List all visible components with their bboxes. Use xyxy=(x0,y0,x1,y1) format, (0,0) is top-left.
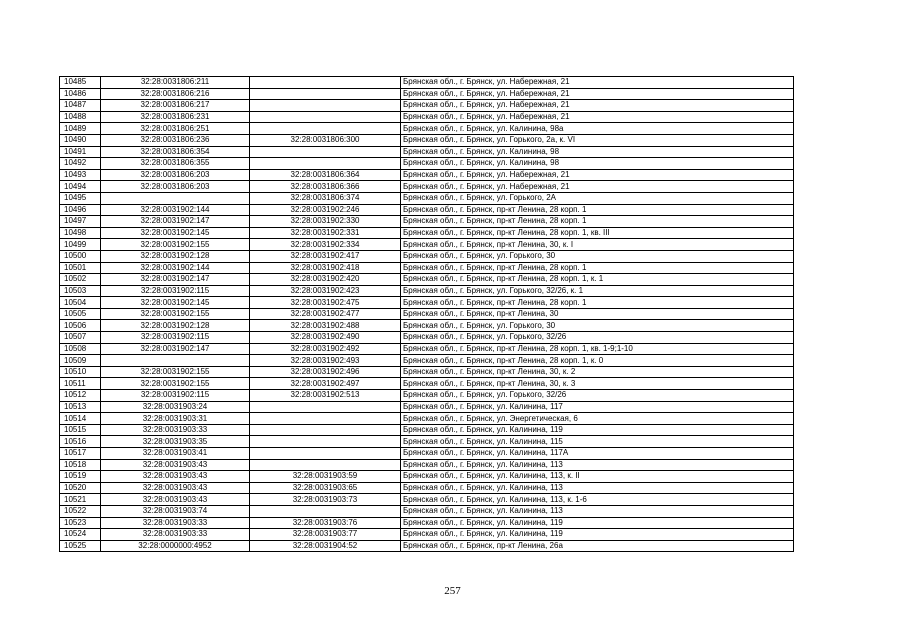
parcel-number-cell: 32:28:0031902:155 xyxy=(101,366,250,378)
address-cell: Брянская обл., г. Брянск, ул. Калинина, 117 xyxy=(401,401,794,413)
table-row xyxy=(60,436,794,448)
object-number-cell: 32:28:0031902:475 xyxy=(250,297,401,309)
table-row xyxy=(60,494,794,506)
row-number-cell: 10515 xyxy=(60,424,101,436)
table-row xyxy=(60,274,794,286)
row-number-cell: 10500 xyxy=(60,250,101,262)
address-cell: Брянская обл., г. Брянск, ул. Набережная, 21 xyxy=(401,88,794,100)
row-number-cell: 10521 xyxy=(60,494,101,506)
table-row xyxy=(60,227,794,239)
table-row xyxy=(60,285,794,297)
parcel-number-cell: 32:28:0031902:145 xyxy=(101,297,250,309)
address-cell: Брянская обл., г. Брянск, ул. Калинина, 115 xyxy=(401,436,794,448)
row-number-cell: 10516 xyxy=(60,436,101,448)
address-cell: Брянская обл., г. Брянск, пр-кт Ленина, 28 корп. 1, кв. 1-9;1-10 xyxy=(401,343,794,355)
row-number-cell: 10492 xyxy=(60,158,101,170)
table-row xyxy=(60,366,794,378)
object-number-cell: 32:28:0031902:490 xyxy=(250,332,401,344)
parcel-number-cell: 32:28:0031806:211 xyxy=(101,77,250,89)
object-number-cell: 32:28:0031904:52 xyxy=(250,540,401,552)
row-number-cell: 10508 xyxy=(60,343,101,355)
object-number-cell: 32:28:0031903:59 xyxy=(250,471,401,483)
table-row xyxy=(60,100,794,112)
parcel-number-cell: 32:28:0031903:35 xyxy=(101,436,250,448)
object-number-cell: 32:28:0031903:73 xyxy=(250,494,401,506)
table-row xyxy=(60,448,794,460)
table-row xyxy=(60,308,794,320)
object-number-cell: 32:28:0031806:300 xyxy=(250,134,401,146)
parcel-number-cell: 32:28:0031902:155 xyxy=(101,378,250,390)
row-number-cell: 10487 xyxy=(60,100,101,112)
parcel-number-cell: 32:28:0031903:43 xyxy=(101,459,250,471)
address-cell: Брянская обл., г. Брянск, пр-кт Ленина, 28 корп. 1, кв. III xyxy=(401,227,794,239)
parcel-number-cell: 32:28:0031902:147 xyxy=(101,343,250,355)
table-row xyxy=(60,146,794,158)
address-cell: Брянская обл., г. Брянск, пр-кт Ленина, 28 корп. 1 xyxy=(401,216,794,228)
address-cell: Брянская обл., г. Брянск, пр-кт Ленина, 26а xyxy=(401,540,794,552)
parcel-number-cell: 32:28:0031806:217 xyxy=(101,100,250,112)
object-number-cell xyxy=(250,88,401,100)
address-cell: Брянская обл., г. Брянск, ул. Калинина, 113 xyxy=(401,505,794,517)
parcel-number-cell: 32:28:0031903:41 xyxy=(101,448,250,460)
parcel-number-cell: 32:28:0031902:144 xyxy=(101,262,250,274)
table-row xyxy=(60,262,794,274)
table-row xyxy=(60,343,794,355)
address-cell: Брянская обл., г. Брянск, ул. Калинина, 113 xyxy=(401,482,794,494)
table-body xyxy=(60,77,794,552)
row-number-cell: 10511 xyxy=(60,378,101,390)
row-number-cell: 10517 xyxy=(60,448,101,460)
object-number-cell: 32:28:0031902:493 xyxy=(250,355,401,367)
table-row xyxy=(60,471,794,483)
address-cell: Брянская обл., г. Брянск, ул. Калинина, 119 xyxy=(401,424,794,436)
parcel-number-cell: 32:28:0031902:147 xyxy=(101,274,250,286)
parcel-number-cell: 32:28:0031806:236 xyxy=(101,134,250,146)
address-cell: Брянская обл., г. Брянск, ул. Горького, 30 xyxy=(401,250,794,262)
address-cell: Брянская обл., г. Брянск, ул. Калинина, 113, к. II xyxy=(401,471,794,483)
address-cell: Брянская обл., г. Брянск, ул. Горького, 32/26, к. 1 xyxy=(401,285,794,297)
table-row xyxy=(60,424,794,436)
parcel-number-cell: 32:28:0031902:115 xyxy=(101,332,250,344)
parcel-number-cell: 32:28:0031806:355 xyxy=(101,158,250,170)
row-number-cell: 10520 xyxy=(60,482,101,494)
object-number-cell: 32:28:0031903:65 xyxy=(250,482,401,494)
object-number-cell xyxy=(250,505,401,517)
parcel-number-cell: 32:28:0031902:144 xyxy=(101,204,250,216)
parcel-number-cell: 32:28:0031902:128 xyxy=(101,320,250,332)
table-row xyxy=(60,320,794,332)
address-cell: Брянская обл., г. Брянск, ул. Набережная, 21 xyxy=(401,77,794,89)
parcel-number-cell: 32:28:0031806:203 xyxy=(101,169,250,181)
table-row xyxy=(60,529,794,541)
address-cell: Брянская обл., г. Брянск, ул. Энергетическая, 6 xyxy=(401,413,794,425)
table-row xyxy=(60,134,794,146)
object-number-cell: 32:28:0031902:497 xyxy=(250,378,401,390)
row-number-cell: 10488 xyxy=(60,111,101,123)
table-row xyxy=(60,297,794,309)
parcel-number-cell: 32:28:0031902:128 xyxy=(101,250,250,262)
address-cell: Брянская обл., г. Брянск, пр-кт Ленина, 28 корп. 1, к. 1 xyxy=(401,274,794,286)
page-number: 257 xyxy=(444,585,461,597)
parcel-number-cell: 32:28:0031903:24 xyxy=(101,401,250,413)
object-number-cell xyxy=(250,146,401,158)
parcel-number-cell: 32:28:0031903:31 xyxy=(101,413,250,425)
object-number-cell: 32:28:0031806:364 xyxy=(250,169,401,181)
address-cell: Брянская обл., г. Брянск, ул. Калинина, 98а xyxy=(401,123,794,135)
table-row xyxy=(60,77,794,89)
object-number-cell xyxy=(250,448,401,460)
row-number-cell: 10514 xyxy=(60,413,101,425)
table-row xyxy=(60,88,794,100)
address-cell: Брянская обл., г. Брянск, пр-кт Ленина, 28 корп. 1 xyxy=(401,204,794,216)
property-table xyxy=(59,76,794,552)
parcel-number-cell: 32:28:0031806:203 xyxy=(101,181,250,193)
parcel-number-cell: 32:28:0031903:33 xyxy=(101,424,250,436)
object-number-cell xyxy=(250,77,401,89)
object-number-cell: 32:28:0031903:77 xyxy=(250,529,401,541)
object-number-cell: 32:28:0031806:366 xyxy=(250,181,401,193)
row-number-cell: 10507 xyxy=(60,332,101,344)
address-cell: Брянская обл., г. Брянск, ул. Калинина, 117А xyxy=(401,448,794,460)
table-row xyxy=(60,169,794,181)
parcel-number-cell: 32:28:0000000:4952 xyxy=(101,540,250,552)
address-cell: Брянская обл., г. Брянск, ул. Горького, 30 xyxy=(401,320,794,332)
parcel-number-cell: 32:28:0031806:354 xyxy=(101,146,250,158)
parcel-number-cell: 32:28:0031806:231 xyxy=(101,111,250,123)
address-cell: Брянская обл., г. Брянск, ул. Набережная, 21 xyxy=(401,169,794,181)
object-number-cell: 32:28:0031902:496 xyxy=(250,366,401,378)
table-row xyxy=(60,517,794,529)
row-number-cell: 10493 xyxy=(60,169,101,181)
row-number-cell: 10502 xyxy=(60,274,101,286)
row-number-cell: 10506 xyxy=(60,320,101,332)
address-cell: Брянская обл., г. Брянск, пр-кт Ленина, 30, к. 3 xyxy=(401,378,794,390)
table-row xyxy=(60,123,794,135)
address-cell: Брянская обл., г. Брянск, пр-кт Ленина, 28 корп. 1 xyxy=(401,262,794,274)
object-number-cell: 32:28:0031902:423 xyxy=(250,285,401,297)
object-number-cell: 32:28:0031806:374 xyxy=(250,192,401,204)
row-number-cell: 10485 xyxy=(60,77,101,89)
object-number-cell: 32:28:0031903:76 xyxy=(250,517,401,529)
row-number-cell: 10501 xyxy=(60,262,101,274)
address-cell: Брянская обл., г. Брянск, пр-кт Ленина, 30, к. I xyxy=(401,239,794,251)
address-cell: Брянская обл., г. Брянск, пр-кт Ленина, 30 xyxy=(401,308,794,320)
table-row xyxy=(60,192,794,204)
table-row xyxy=(60,216,794,228)
table-row xyxy=(60,413,794,425)
address-cell: Брянская обл., г. Брянск, ул. Набережная, 21 xyxy=(401,111,794,123)
row-number-cell: 10503 xyxy=(60,285,101,297)
row-number-cell: 10489 xyxy=(60,123,101,135)
object-number-cell xyxy=(250,413,401,425)
table-row xyxy=(60,540,794,552)
object-number-cell: 32:28:0031902:418 xyxy=(250,262,401,274)
table-row xyxy=(60,482,794,494)
table-row xyxy=(60,401,794,413)
object-number-cell xyxy=(250,111,401,123)
address-cell: Брянская обл., г. Брянск, ул. Горького, 32/26 xyxy=(401,332,794,344)
parcel-number-cell: 32:28:0031902:115 xyxy=(101,390,250,402)
table-row xyxy=(60,204,794,216)
row-number-cell: 10522 xyxy=(60,505,101,517)
address-cell: Брянская обл., г. Брянск, ул. Горького, 2А xyxy=(401,192,794,204)
address-cell: Брянская обл., г. Брянск, пр-кт Ленина, 28 корп. 1, к. 0 xyxy=(401,355,794,367)
object-number-cell xyxy=(250,401,401,413)
address-cell: Брянская обл., г. Брянск, ул. Калинина, 119 xyxy=(401,517,794,529)
row-number-cell: 10491 xyxy=(60,146,101,158)
address-cell: Брянская обл., г. Брянск, пр-кт Ленина, 28 корп. 1 xyxy=(401,297,794,309)
object-number-cell: 32:28:0031902:488 xyxy=(250,320,401,332)
object-number-cell: 32:28:0031902:417 xyxy=(250,250,401,262)
address-cell: Брянская обл., г. Брянск, ул. Горького, 2а, к. VI xyxy=(401,134,794,146)
object-number-cell: 32:28:0031902:420 xyxy=(250,274,401,286)
parcel-number-cell: 32:28:0031806:216 xyxy=(101,88,250,100)
address-cell: Брянская обл., г. Брянск, пр-кт Ленина, 30, к. 2 xyxy=(401,366,794,378)
row-number-cell: 10505 xyxy=(60,308,101,320)
row-number-cell: 10496 xyxy=(60,204,101,216)
row-number-cell: 10498 xyxy=(60,227,101,239)
object-number-cell xyxy=(250,424,401,436)
row-number-cell: 10512 xyxy=(60,390,101,402)
table-row xyxy=(60,111,794,123)
address-cell: Брянская обл., г. Брянск, ул. Набережная, 21 xyxy=(401,181,794,193)
address-cell: Брянская обл., г. Брянск, ул. Калинина, 98 xyxy=(401,146,794,158)
parcel-number-cell: 32:28:0031903:74 xyxy=(101,505,250,517)
parcel-number-cell xyxy=(101,355,250,367)
parcel-number-cell: 32:28:0031902:147 xyxy=(101,216,250,228)
parcel-number-cell: 32:28:0031806:251 xyxy=(101,123,250,135)
table-row xyxy=(60,505,794,517)
object-number-cell: 32:28:0031902:330 xyxy=(250,216,401,228)
table-row xyxy=(60,459,794,471)
table-row xyxy=(60,390,794,402)
address-cell: Брянская обл., г. Брянск, ул. Набережная, 21 xyxy=(401,100,794,112)
object-number-cell: 32:28:0031902:334 xyxy=(250,239,401,251)
row-number-cell: 10494 xyxy=(60,181,101,193)
row-number-cell: 10525 xyxy=(60,540,101,552)
row-number-cell: 10519 xyxy=(60,471,101,483)
row-number-cell: 10524 xyxy=(60,529,101,541)
object-number-cell: 32:28:0031902:331 xyxy=(250,227,401,239)
address-cell: Брянская обл., г. Брянск, ул. Калинина, 98 xyxy=(401,158,794,170)
object-number-cell: 32:28:0031902:477 xyxy=(250,308,401,320)
table-row xyxy=(60,158,794,170)
address-cell: Брянская обл., г. Брянск, ул. Калинина, 113 xyxy=(401,459,794,471)
parcel-number-cell: 32:28:0031903:43 xyxy=(101,482,250,494)
row-number-cell: 10510 xyxy=(60,366,101,378)
parcel-number-cell: 32:28:0031902:145 xyxy=(101,227,250,239)
table-row xyxy=(60,378,794,390)
table-row xyxy=(60,181,794,193)
table-row xyxy=(60,250,794,262)
parcel-number-cell: 32:28:0031903:43 xyxy=(101,471,250,483)
table-row xyxy=(60,332,794,344)
row-number-cell: 10523 xyxy=(60,517,101,529)
object-number-cell xyxy=(250,158,401,170)
row-number-cell: 10513 xyxy=(60,401,101,413)
object-number-cell: 32:28:0031902:513 xyxy=(250,390,401,402)
object-number-cell xyxy=(250,459,401,471)
table-row xyxy=(60,239,794,251)
object-number-cell: 32:28:0031902:492 xyxy=(250,343,401,355)
row-number-cell: 10490 xyxy=(60,134,101,146)
object-number-cell xyxy=(250,123,401,135)
object-number-cell xyxy=(250,436,401,448)
row-number-cell: 10495 xyxy=(60,192,101,204)
parcel-number-cell xyxy=(101,192,250,204)
parcel-number-cell: 32:28:0031902:155 xyxy=(101,239,250,251)
row-number-cell: 10504 xyxy=(60,297,101,309)
parcel-number-cell: 32:28:0031903:43 xyxy=(101,494,250,506)
row-number-cell: 10499 xyxy=(60,239,101,251)
table-row xyxy=(60,355,794,367)
parcel-number-cell: 32:28:0031902:155 xyxy=(101,308,250,320)
address-cell: Брянская обл., г. Брянск, ул. Калинина, 119 xyxy=(401,529,794,541)
address-cell: Брянская обл., г. Брянск, ул. Калинина, 113, к. 1-6 xyxy=(401,494,794,506)
parcel-number-cell: 32:28:0031902:115 xyxy=(101,285,250,297)
parcel-number-cell: 32:28:0031903:33 xyxy=(101,517,250,529)
row-number-cell: 10518 xyxy=(60,459,101,471)
object-number-cell: 32:28:0031902:246 xyxy=(250,204,401,216)
row-number-cell: 10486 xyxy=(60,88,101,100)
address-cell: Брянская обл., г. Брянск, ул. Горького, 32/26 xyxy=(401,390,794,402)
row-number-cell: 10497 xyxy=(60,216,101,228)
parcel-number-cell: 32:28:0031903:33 xyxy=(101,529,250,541)
object-number-cell xyxy=(250,100,401,112)
row-number-cell: 10509 xyxy=(60,355,101,367)
